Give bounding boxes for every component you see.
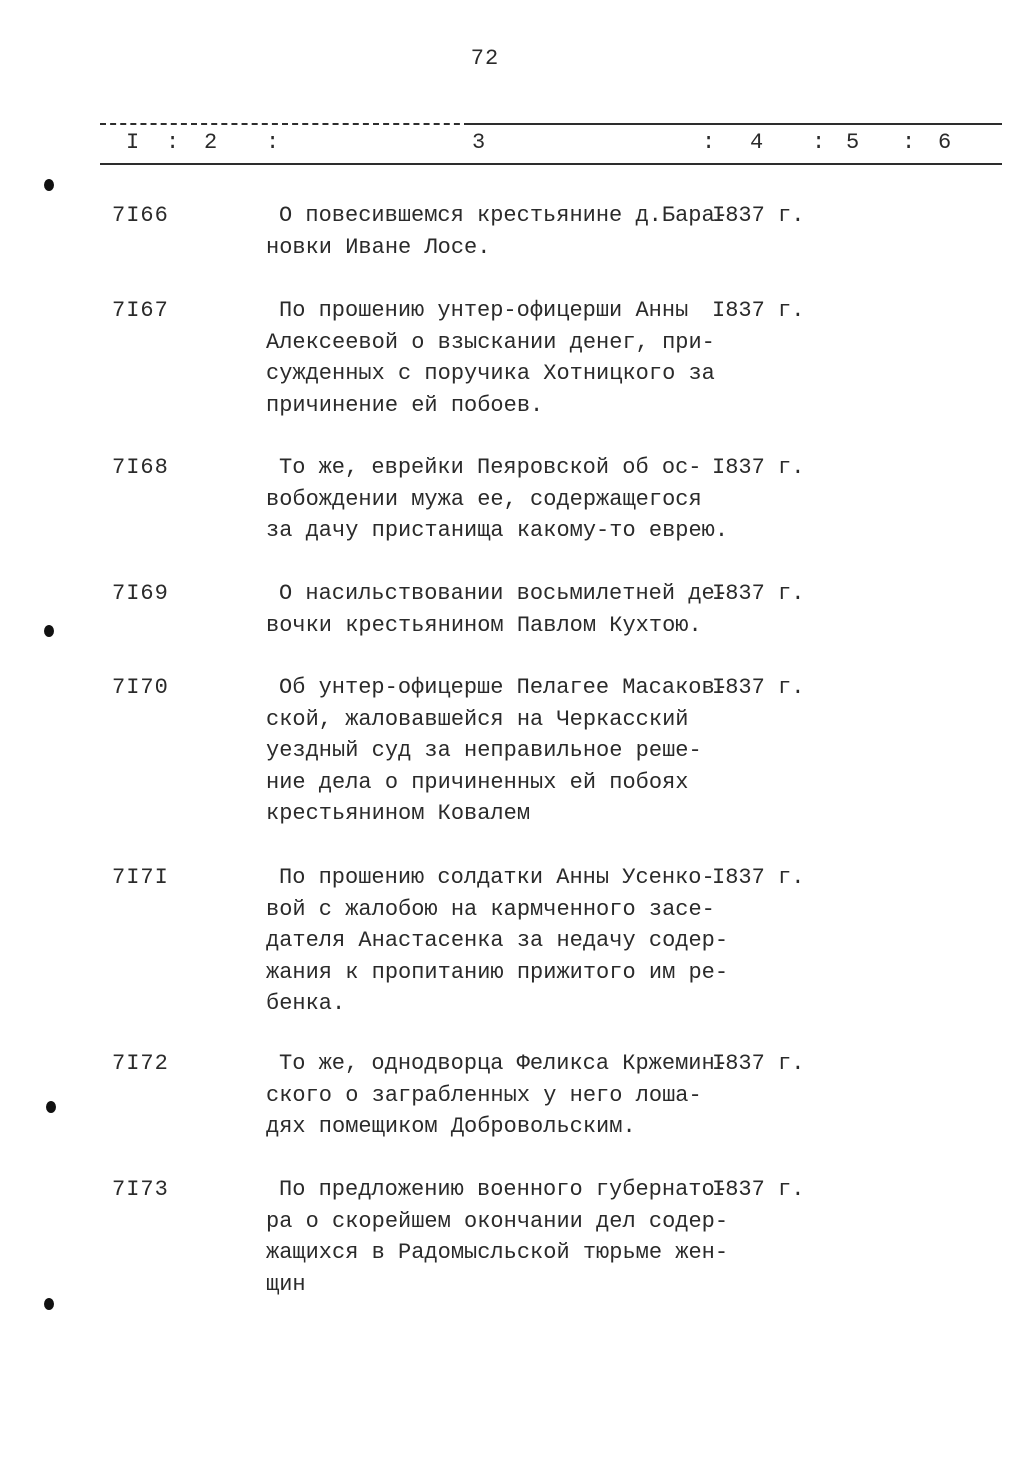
record-description-line: По прошению унтер-офицерши Анны: [279, 298, 689, 323]
record-description-line: крестьянином Ковалем: [266, 801, 531, 826]
record-number: 7I69: [112, 581, 169, 606]
record-date: I837 г.: [712, 203, 805, 228]
record-description-line: вобождении мужа ее, содержащегося: [266, 486, 702, 512]
record-description-line: Алексеевой о взыскании денег, при-: [266, 329, 715, 355]
record-description: [266, 295, 715, 421]
record-description-line: ской, жаловавшейся на Черкасский: [266, 706, 689, 732]
record-description-line: вой с жалобою на кармченного засе-: [266, 896, 715, 922]
column-header-4: 4: [750, 130, 764, 155]
table-top-rule-dashed: [100, 123, 470, 125]
record-description-line: бенка.: [266, 991, 346, 1016]
record-description-line: Об унтер-офицерше Пелагее Масаков-: [279, 675, 728, 700]
column-header-2: 2: [204, 130, 218, 155]
record-description: [266, 862, 729, 1020]
page-number: 72: [470, 46, 500, 71]
column-header-3: 3: [472, 130, 486, 155]
record-date: I837 г.: [712, 865, 805, 890]
column-header-row: [0, 130, 1024, 158]
punch-hole-mark: [44, 1298, 54, 1310]
record-number: 7I7I: [112, 865, 169, 890]
record-number: 7I73: [112, 1177, 169, 1202]
column-header-5: 5: [846, 130, 860, 155]
record-description: [266, 1048, 728, 1143]
record-description-line: уездный суд за неправильное реше-: [266, 738, 702, 763]
record-date: I837 г.: [712, 1177, 805, 1202]
record-description-line: ние дела о причиненных ей побоях: [266, 769, 689, 795]
record-number: 7I67: [112, 298, 169, 323]
record-description-line: жания к пропитанию прижитого им ре-: [266, 959, 729, 985]
record-description-line: щин: [266, 1271, 306, 1297]
record-date: I837 г.: [712, 1051, 805, 1076]
record-number: 7I66: [112, 203, 169, 228]
column-separator: :: [166, 130, 180, 155]
record-description: [266, 672, 728, 830]
record-description-line: О повесившемся крестьянине д.Бара-: [279, 203, 728, 228]
record-description-line: причинение ей побоев.: [266, 392, 544, 418]
column-separator: :: [702, 130, 716, 155]
record-description-line: ра о скорейшем окончании дел содер-: [266, 1208, 729, 1234]
record-description-line: за дачу пристанища какому-то еврею.: [266, 518, 729, 543]
record-description: [266, 452, 729, 547]
record-description-line: сужденных с поручика Хотницкого за: [266, 361, 715, 386]
record-description-line: То же, однодворца Феликса Кржемин-: [279, 1051, 728, 1076]
record-description: [266, 578, 728, 641]
record-description-line: жащихся в Радомысльской тюрьме жен-: [266, 1240, 729, 1265]
record-description-line: новки Иване Лосе.: [266, 234, 491, 260]
record-date: I837 г.: [712, 298, 805, 323]
column-header-1: I: [126, 130, 140, 155]
record-date: I837 г.: [712, 581, 805, 606]
record-description-line: По прошению солдатки Анны Усенко-: [279, 865, 715, 890]
record-description: [266, 1174, 729, 1300]
record-description-line: дателя Анастасенка за недачу содер-: [266, 928, 729, 953]
column-separator: :: [812, 130, 826, 155]
record-description-line: О насильствовании восьмилетней де-: [279, 581, 728, 606]
record-number: 7I72: [112, 1051, 169, 1076]
record-description: [266, 200, 728, 263]
record-date: I837 г.: [712, 455, 805, 480]
punch-hole-mark: [44, 625, 54, 637]
column-separator: :: [266, 130, 280, 155]
punch-hole-mark: [44, 179, 54, 191]
record-number: 7I70: [112, 675, 169, 700]
table-header-rule: [100, 163, 1002, 165]
record-description-line: То же, еврейки Пеяровской об ос-: [279, 455, 702, 480]
column-separator: :: [902, 130, 916, 155]
record-description-line: дях помещиком Добровольским.: [266, 1114, 636, 1139]
punch-hole-mark: [46, 1101, 56, 1113]
record-description-line: ского о заграбленных у него лоша-: [266, 1082, 702, 1108]
record-date: I837 г.: [712, 675, 805, 700]
column-header-6: 6: [938, 130, 952, 155]
record-description-line: вочки крестьянином Павлом Кухтою.: [266, 612, 702, 638]
record-description-line: По предложению военного губернато-: [279, 1177, 728, 1202]
record-number: 7I68: [112, 455, 169, 480]
